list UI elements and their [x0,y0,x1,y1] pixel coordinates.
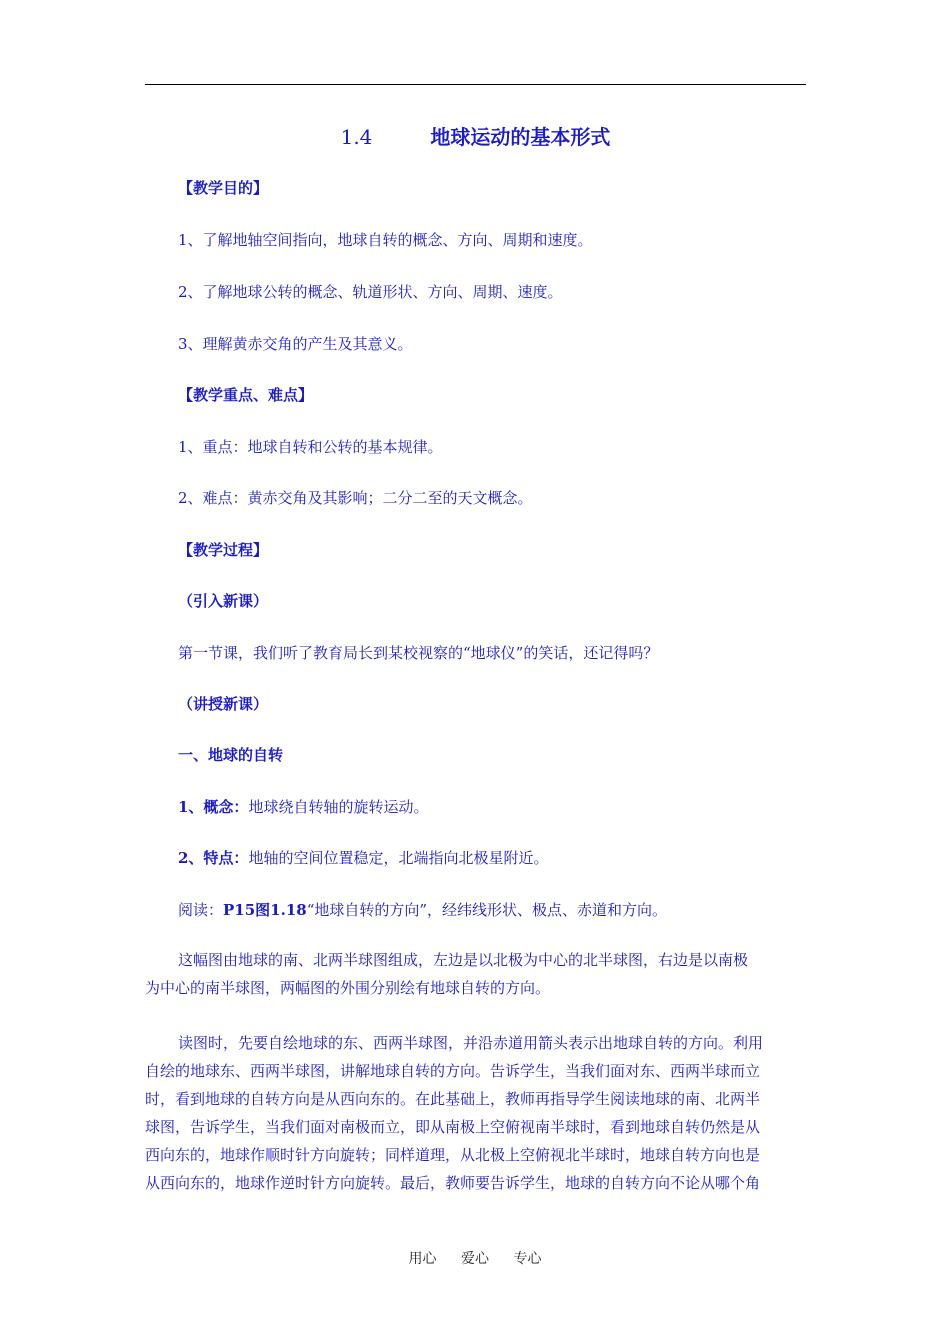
key-item: 2、难点：黄赤交角及其影响；二分二至的天文概念。 [178,489,533,507]
reading-text: “地球自转的方向”，经纬线形状、极点、赤道和方向。 [306,901,668,919]
paragraph-line: 时，看到地球的自转方向是从西向东的。在此基础上，教师再指导学生阅读地球的南、北两半 [145,1090,761,1108]
paragraph-line: 球图，告诉学生，当我们面对南极而立，即从南极上空俯视南半球时，看到地球自转仍然是从 [145,1118,761,1136]
part1-heading: 一、地球的自转 [178,746,284,764]
feature-text: 地轴的空间位置稳定，北端指向北极星附近。 [248,849,549,867]
intro-text: 第一节课，我们听了教育局长到某校视察的“地球仪”的笑话，还记得吗？ [178,644,659,662]
footer-word: 用心 [408,1251,437,1267]
paragraph-2 [145,1029,806,1197]
concept-text: 地球绕自转轴的旋转运动。 [248,798,429,816]
key-item: 1、重点：地球自转和公转的基本规律。 [178,438,443,456]
paragraph-line: 为中心的南半球图，两幅图的外围分别绘有地球自转的方向。 [145,979,551,997]
goal-item: 2、了解地球公转的概念、轨道形状、方向、周期、速度。 [178,283,563,301]
reading-ref: P15图1.18 [223,901,307,919]
process-heading: 【教学过程】 [178,541,269,559]
concept-label: 1、概念： [178,798,249,816]
paragraph-line: 这幅图由地球的南、北两半球图组成，左边是以北极为中心的北半球图，右边是以南极 [178,951,749,969]
paragraph-1 [145,946,806,1002]
paragraph-line: 从西向东的，地球作逆时针方向旋转。最后，教师要告诉学生，地球的自转方向不论从哪个角 [145,1174,761,1192]
intro-heading: （引入新课） [178,592,269,610]
footer-word: 爱心 [461,1251,489,1267]
goal-item: 1、了解地轴空间指向，地球自转的概念、方向、周期和速度。 [178,231,593,249]
key-heading: 【教学重点、难点】 [178,386,314,404]
title-number: 1.4 [340,125,373,149]
title-text: 地球运动的基本形式 [430,125,611,149]
header-rule [145,84,806,85]
paragraph-line: 读图时，先要自绘地球的东、西两半球图，并沿赤道用箭头表示出地球自转的方向。利用 [178,1034,764,1052]
goals-heading: 【教学目的】 [178,179,269,197]
concept-line [178,797,428,817]
page-title [145,124,806,150]
reading-prefix: 阅读： [178,901,224,919]
footer-word: 专心 [513,1251,542,1267]
feature-line [178,848,548,868]
reading-line [178,900,667,920]
page-footer [0,1248,950,1268]
paragraph-line: 西向东的，地球作顺时针方向旋转；同样道理，从北极上空俯视北半球时，地球自转方向也是 [145,1146,761,1164]
feature-label: 2、特点： [178,849,249,867]
goal-item: 3、理解黄赤交角的产生及其意义。 [178,335,413,353]
lecture-heading: （讲授新课） [178,695,269,713]
paragraph-line: 自绘的地球东、西两半球图，讲解地球自转的方向。告诉学生，当我们面对东、西两半球而立 [145,1062,761,1080]
